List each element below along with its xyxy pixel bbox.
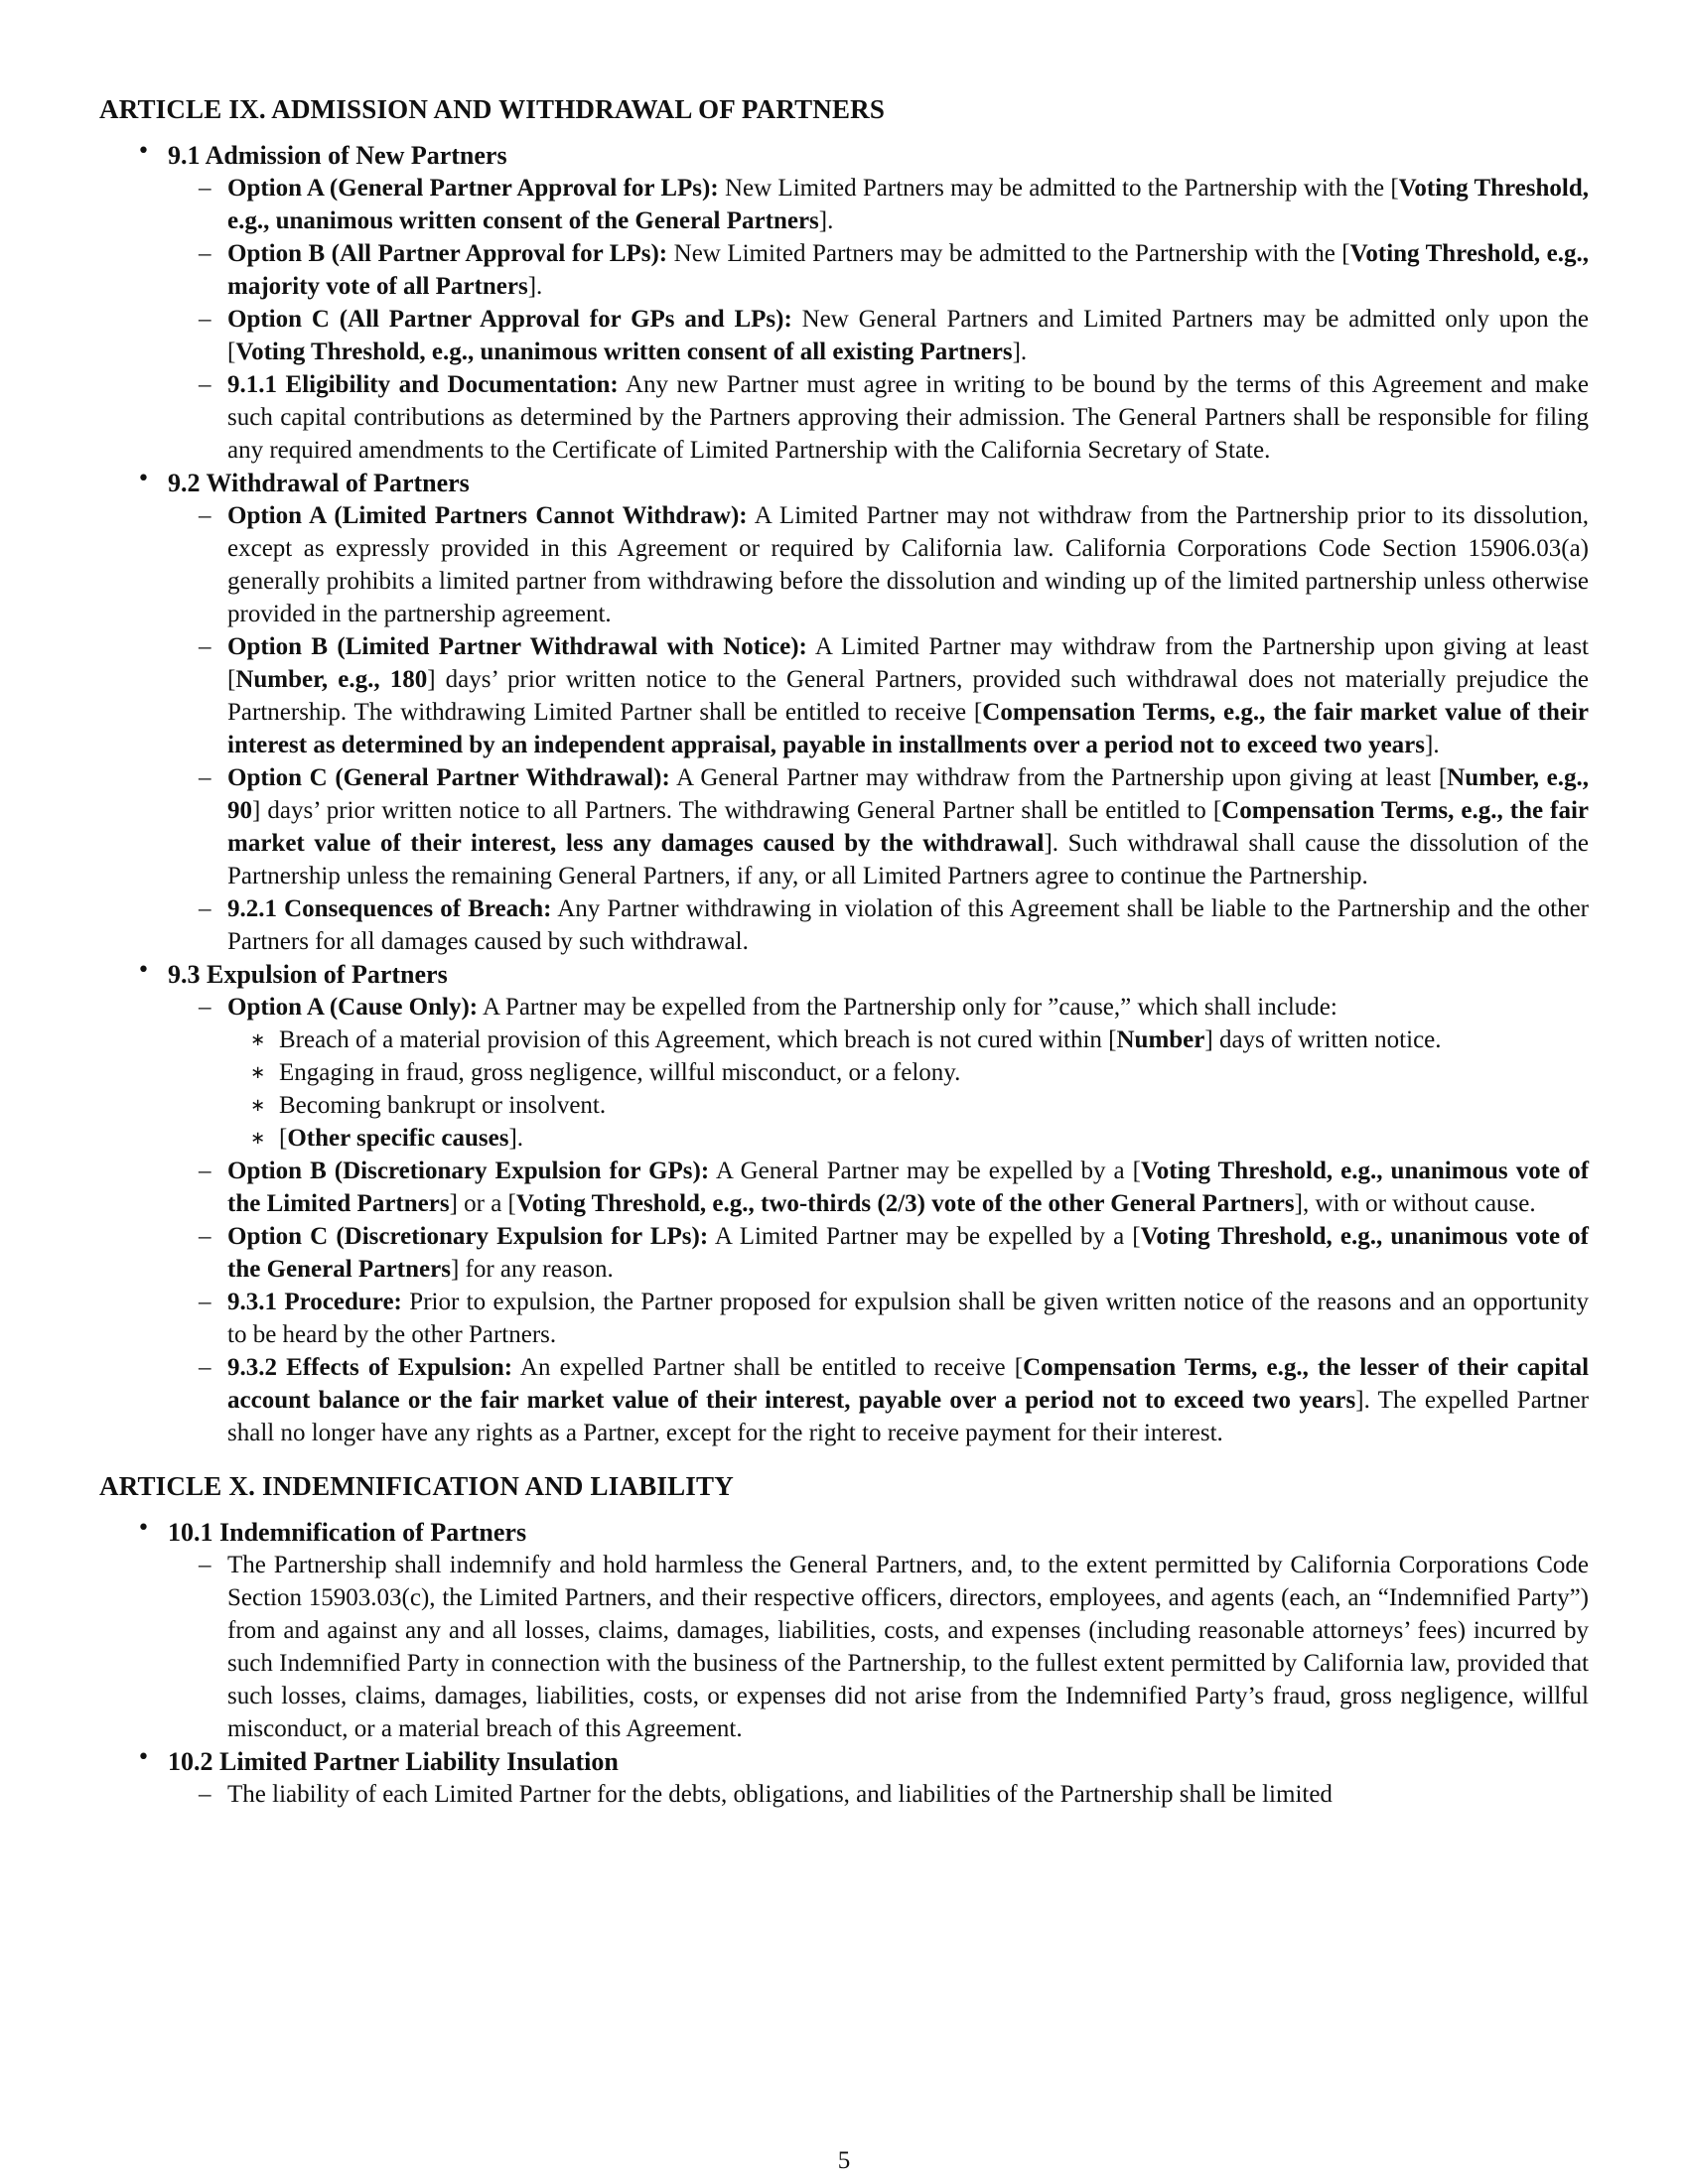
section-9-3-title: • 9.3 Expulsion of Partners bbox=[168, 960, 448, 989]
section-9-1-options bbox=[168, 172, 1589, 467]
option-9-2-b: – Option B (Limited Partner Withdrawal with Notice): A Limited Partner may withdraw from the Partnership upon giving at least [Number, e.g., 180] days’ prior written notice to the General Partners, provided such withdrawal does not materially prejudice the Partnership. The withdrawing Limited Partner shall be entitled to receive [Compensation Terms, e.g., the fair market value of their interest as determined by an independent appraisal, payable in installments over a period not to exceed two years]. bbox=[168, 630, 1589, 761]
section-9-2-title: • 9.2 Withdrawal of Partners bbox=[168, 469, 470, 497]
section-10-1-items bbox=[168, 1549, 1589, 1745]
section-10-2 bbox=[99, 1745, 1589, 1811]
option-9-3-b: – Option B (Discretionary Expulsion for GPs): A General Partner may be expelled by a [Voting Threshold, e.g., unanimous vote of the Limited Partners] or a [Voting Threshold, e.g., two-thirds (2/3) vote of the other General Partners], with or without cause. bbox=[168, 1155, 1589, 1220]
subsection-9-2-1: – 9.2.1 Consequences of Breach: Any Partner withdrawing in violation of this Agreement shall be liable to the Partnership and the other Partners for all damages caused by such withdrawal. bbox=[168, 892, 1589, 958]
subsection-9-1-1: – 9.1.1 Eligibility and Documentation: Any new Partner must agree in writing to be bound by the terms of this Agreement and make such capital contributions as determined by the Partners approving their admission. The General Partners shall be responsible for filing any required amendments to the Certificate of Limited Partnership with the California Secretary of State. bbox=[168, 368, 1589, 467]
option-9-1-b: – Option B (All Partner Approval for LPs): New Limited Partners may be admitted to the Partnership with the [Voting Threshold, e.g., majority vote of all Partners]. bbox=[168, 237, 1589, 303]
section-9-3-options bbox=[168, 991, 1589, 1449]
cause-list bbox=[227, 1024, 1589, 1155]
document-page bbox=[99, 94, 1589, 1811]
option-9-1-c: – Option C (All Partner Approval for GPs and LPs): New General Partners and Limited Partners may be admitted only upon the [Voting Threshold, e.g., unanimous written consent of all existing Partners]. bbox=[168, 303, 1589, 368]
option-9-1-a: – Option A (General Partner Approval for LPs): New Limited Partners may be admitted to the Partnership with the [Voting Threshold, e.g., unanimous written consent of the General Partners]. bbox=[168, 172, 1589, 237]
article-x-heading: ARTICLE X. INDEMNIFICATION AND LIABILITY bbox=[99, 1471, 734, 1501]
section-9-2-options bbox=[168, 499, 1589, 958]
option-9-3-a: – Option A (Cause Only): A Partner may be expelled from the Partnership only for ”cause,” which shall include: ∗ Breach of a material provision of this Agreement, which breach is not cured within [Number] days of written notice. ∗ Engaging in fraud, gross negligence, willful misconduct, or a felony. ∗ Becoming bankrupt or insolvent. ∗ [Other specific causes]. bbox=[168, 991, 1589, 1155]
option-9-3-c: – Option C (Discretionary Expulsion for LPs): A Limited Partner may be expelled by a [Voting Threshold, e.g., unanimous vote of the General Partners] for any reason. bbox=[168, 1220, 1589, 1286]
liability-text: – The liability of each Limited Partner for the debts, obligations, and liabilities of the Partnership shall be limited bbox=[168, 1778, 1589, 1811]
article-ix-heading: ARTICLE IX. ADMISSION AND WITHDRAWAL OF PARTNERS bbox=[99, 94, 886, 124]
cause-item: ∗ Breach of a material provision of this Agreement, which breach is not cured within [Number] days of written notice. bbox=[227, 1024, 1589, 1056]
section-9-2 bbox=[99, 467, 1589, 958]
page-number: 5 bbox=[837, 2147, 851, 2174]
article-ix-sections bbox=[99, 139, 1589, 1449]
option-9-2-c: – Option C (General Partner Withdrawal): A General Partner may withdraw from the Partnership upon giving at least [Number, e.g., 90] days’ prior written notice to all Partners. The withdrawing General Partner shall be entitled to [Compensation Terms, e.g., the fair market value of their interest, less any damages caused by the withdrawal]. Such withdrawal shall cause the dissolution of the Partnership unless the remaining General Partners, if any, or all Limited Partners agree to continue the Partnership. bbox=[168, 761, 1589, 892]
section-10-1-title: • 10.1 Indemnification of Partners bbox=[168, 1518, 527, 1547]
indemnification-text: – The Partnership shall indemnify and hold harmless the General Partners, and, to the extent permitted by California Corporations Code Section 15903.03(c), the Limited Partners, and their respective officers, directors, employees, and agents (each, an “Indemnified Party”) from and against any and all losses, claims, damages, liabilities, costs, and expenses (including reasonable attorneys’ fees) incurred by such Indemnified Party in connection with the business of the Partnership, to the fullest extent permitted by California law, provided that such losses, claims, damages, liabilities, costs, or expenses did not arise from the Indemnified Party’s fraud, gross negligence, willful misconduct, or a material breach of this Agreement. bbox=[168, 1549, 1589, 1745]
cause-item: ∗ [Other specific causes]. bbox=[227, 1122, 1589, 1155]
subsection-9-3-1: – 9.3.1 Procedure: Prior to expulsion, the Partner proposed for expulsion shall be given written notice of the reasons and an opportunity to be heard by the other Partners. bbox=[168, 1286, 1589, 1351]
section-10-2-title: • 10.2 Limited Partner Liability Insulation bbox=[168, 1747, 619, 1776]
article-x-sections bbox=[99, 1516, 1589, 1811]
section-10-1 bbox=[99, 1516, 1589, 1745]
section-10-2-items bbox=[168, 1778, 1589, 1811]
section-9-1-title: • 9.1 Admission of New Partners bbox=[168, 141, 507, 170]
option-9-2-a: – Option A (Limited Partners Cannot Withdraw): A Limited Partner may not withdraw from the Partnership prior to its dissolution, except as expressly provided in this Agreement or required by California law. California Corporations Code Section 15906.03(a) generally prohibits a limited partner from withdrawing before the dissolution and winding up of the limited partnership unless otherwise provided in the partnership agreement. bbox=[168, 499, 1589, 630]
subsection-9-3-2: – 9.3.2 Effects of Expulsion: An expelled Partner shall be entitled to receive [Compensation Terms, e.g., the lesser of their capital account balance or the fair market value of their interest, payable over a period not to exceed two years]. The expelled Partner shall no longer have any rights as a Partner, except for the right to receive payment for their interest. bbox=[168, 1351, 1589, 1449]
section-9-1 bbox=[99, 139, 1589, 467]
section-9-3 bbox=[99, 958, 1589, 1449]
cause-item: ∗ Engaging in fraud, gross negligence, willful misconduct, or a felony. bbox=[227, 1056, 1589, 1089]
cause-item: ∗ Becoming bankrupt or insolvent. bbox=[227, 1089, 1589, 1122]
